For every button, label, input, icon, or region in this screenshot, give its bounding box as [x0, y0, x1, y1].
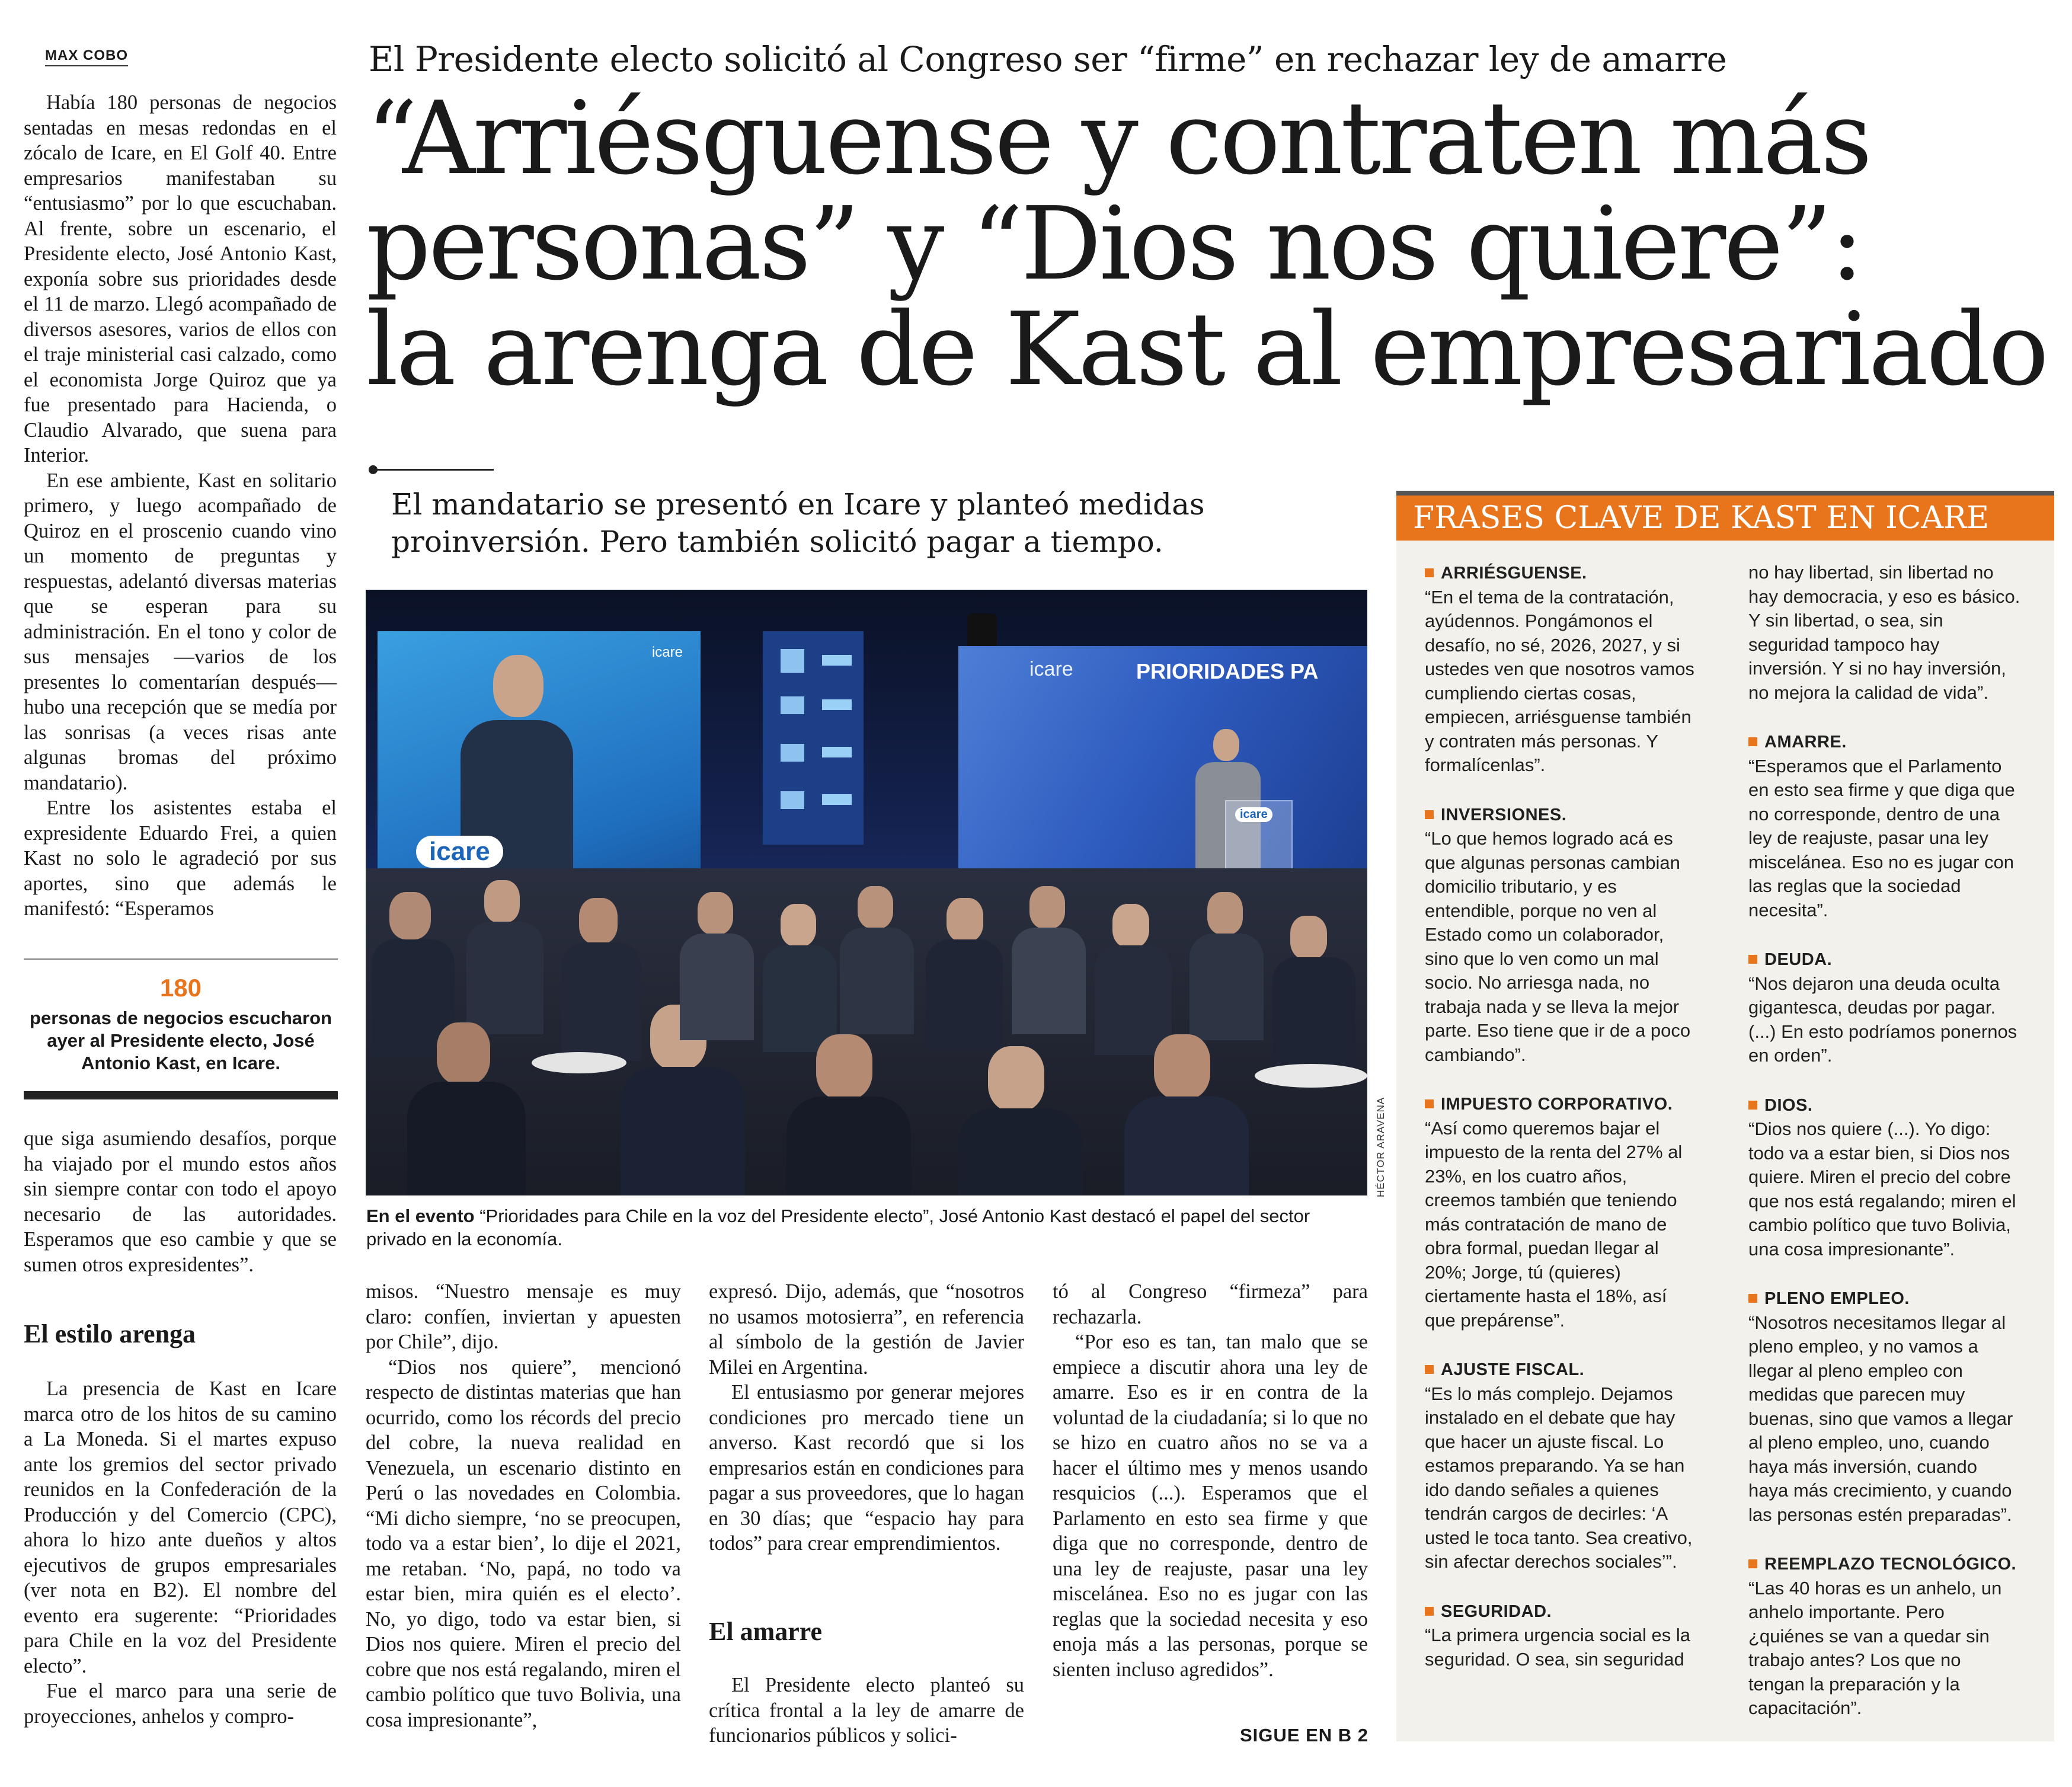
paragraph: Fue el marco para una serie de proyecciones, anhelos y compro- — [24, 1680, 337, 1728]
podium-logo: icare — [1235, 807, 1272, 822]
stat-box — [24, 958, 338, 1099]
key-phrases-box — [1396, 491, 2054, 1741]
phrase-text: “Es lo más complejo. Dejamos instalado en el debate que hay que hacer un ajuste fiscal. Lo estamos preparando. Ya se han ido dando señales a quienes tendrán cargos de decirles: ‘A usted le toca tanto. Sea creativo, sin afectar derechos sociales’”. — [1425, 1383, 1693, 1572]
column-1-top — [24, 90, 337, 922]
phrase-title: DIOS. — [1748, 1096, 1812, 1115]
phrase-title: AJUSTE FISCAL. — [1425, 1360, 1584, 1379]
phrase-item — [1748, 1093, 2021, 1262]
subhead-amarre: El amarre — [709, 1617, 823, 1646]
phrase-item — [1425, 1599, 1697, 1672]
stat-text: personas de negocios escucharon ayer al Presidente electo, José Antonio Kast, en Icare. — [30, 1008, 332, 1073]
deck-line-2: proinversión. Pero también solicitó pagar a tiempo. — [391, 525, 1163, 559]
phrase-continued — [1748, 561, 2021, 705]
box-column-left — [1425, 561, 1697, 1696]
screen-logo-corner: icare — [651, 644, 683, 660]
phrase-text: “Así como queremos bajar el impuesto de la renta del 27% al 23%, en los cuatro años, creemos también que teniendo más contratación de mano de obra formal, puedan llegar al 20%; Jorge, tú (quieres) ciertamente hasta el 18%, así que prepárense”. — [1425, 1117, 1683, 1331]
phrase-text: “Nosotros necesitamos llegar al pleno empleo, y no vamos a llegar al pleno empleo con medidas que parecen muy buenas, sino que vamos a llegar al pleno empleo, uno, cuando haya más inversión, cuando haya más crecimiento, y cuando las personas estén preparadas”. — [1748, 1312, 2013, 1525]
phrase-item — [1748, 1286, 2021, 1527]
paragraph: que siga asumiendo desafíos, porque ha viajado por el mundo estos años sin siempre contar con todo el apoyo necesario de las autoridades. Esperamos que eso cambie y que se sumen otros expresidentes”. — [24, 1127, 337, 1276]
deck-line-1: El mandatario se presentó en Icare y planteó medidas — [391, 487, 1205, 522]
photo-caption — [366, 1204, 1368, 1251]
phrase-item — [1748, 947, 2021, 1068]
box-top-rule — [1396, 491, 2054, 495]
headline-line-3: la arenga de Kast al empresariado — [366, 291, 2047, 408]
phrase-title: REEMPLAZO TECNOLÓGICO. — [1748, 1555, 2016, 1574]
paragraph: El Presidente electo planteó su crítica frontal a la ley de amarre de funcionarios públicos y solici- — [709, 1674, 1024, 1747]
subhead-estilo: El estilo arenga — [24, 1319, 196, 1348]
deck — [391, 486, 1205, 561]
stat-bottom-rule — [24, 1091, 338, 1099]
phrase-item — [1425, 1092, 1697, 1332]
paragraph: “Dios nos quiere”, mencionó respecto de distintas materias que han ocurrido, como los récords del precio del cobre, la nueva realidad en Venezuela, un escenario distinto en Perú o las novedades en Colombia. “Mi dicho siempre, ‘no se preocupen, todo va a estar bien’, lo dije el 2021, me retaban. ‘No, papá, no todo va estar bien, mira quién es el electo’. No, yo digo, todo va estar bien, si Dios nos quiere. Miren el precio del cobre que nos está regalando, miren el cambio político que tuvo Bolivia, una cosa impresionante”, — [366, 1356, 681, 1731]
column-3-amarre — [709, 1673, 1024, 1748]
column-2 — [366, 1279, 681, 1732]
headline-line-2: personas” y “Dios nos quiere”: — [366, 186, 1862, 303]
photo-credit: HÉCTOR ARAVENA — [1375, 1097, 1386, 1197]
paragraph: El entusiasmo por generar mejores condiciones pro mercado tiene un anverso. Kast recordó que si los empresarios están en condiciones para pagar a sus proveedores, que lo hagan en 30 días; que “espacio hay para todos” para crear emprendimientos. — [709, 1381, 1024, 1555]
headline — [366, 80, 2047, 408]
deck-rule — [370, 469, 494, 471]
byline: MAX COBO — [45, 47, 128, 66]
wall-title: PRIORIDADES PA — [1136, 659, 1319, 683]
paragraph: En ese ambiente, Kast en solitario primero, y luego acompañado de Quiroz en el proscenio cuando vino un momento de preguntas y respuestas, adelantó diversas materias que se esperan para su administración. En el tono y color de sus mensajes —varios de los presentes lo comentarían después— hubo una recepción que se medía por las sonrisas (a veces risas ante algunas bromas del próximo mandatario). — [24, 469, 337, 794]
phrase-text: “Dios nos quiere (...). Yo digo: todo va a estar bien, si Dios nos quiere. Miren el precio del cobre que nos está regalando; miren el cambio político que tuvo Bolivia, una cosa impresionante”. — [1748, 1118, 2016, 1259]
phrase-title: DEUDA. — [1748, 950, 1832, 969]
sponsor-panel — [763, 631, 864, 845]
phrase-text: “Las 40 horas es un anhelo, un anhelo importante. Pero ¿quiénes se van a quedar sin trabajo antes? Los que no tengan la preparación y la capacitación”. — [1748, 1577, 2002, 1718]
column-3 — [709, 1279, 1024, 1556]
phrase-text: “Esperamos que el Parlamento en esto sea firme y que diga que no corresponde, dentro de una ley de reajuste, pasar una ley miscelánea. Eso no es jugar con las reglas que la sociedad necesita”. — [1748, 755, 2015, 920]
audience — [366, 868, 1367, 1195]
phrase-text: “Lo que hemos logrado acá es que algunas personas cambian domicilio tributario, y es entendible, porque no ven al Estado como un colaborador, sino que lo ven como un mal socio. No arriesga nada, no trabaja nada y se lleva la mejor parte. Eso tiene que ir de a poco cambiando”. — [1425, 828, 1691, 1065]
column-1-estilo — [24, 1376, 337, 1729]
stage-light — [967, 613, 997, 649]
phrase-text: “En el tema de la contratación, ayúdennos. Pongámonos el desafío, no sé, 2026, 2027, y si ustedes ven que nosotros vamos cumpliendo ciertas cosas, empiecen, arriésguense también y contraten más personas. Y formalícenlas”. — [1425, 586, 1694, 775]
caption-lead: En el evento — [366, 1206, 475, 1226]
paragraph: “Por eso es tan, tan malo que se empiece a discutir ahora una ley de amarre. Eso es ir en contra de la voluntad de la ciudadanía; si lo que no se hizo en cuatro años no se va a hacer el último mes y menos usando resquicios (...). Esperamos que el Parlamento en esto sea firme y que diga que no corresponde, dentro de una ley de reajuste, pasar una ley miscelánea. Eso no es jugar con las reglas que la sociedad necesita y eso enoja más a las personas, porque se sienten incluso agredidos”. — [1053, 1331, 1368, 1681]
phrase-title: INVERSIONES. — [1425, 805, 1566, 824]
wall-logo: icare — [1029, 658, 1073, 680]
phrase-title: SEGURIDAD. — [1425, 1602, 1552, 1621]
phrase-item — [1425, 803, 1697, 1067]
paragraph: Entre los asistentes estaba el expresidente Eduardo Frei, a quien Kast no solo le agradeció por sus aportes, sino que además le manifestó: “Esperamos — [24, 797, 337, 920]
phrase-item — [1425, 1357, 1697, 1574]
phrase-text: “La primera urgencia social es la seguridad. O sea, sin seguridad — [1425, 1625, 1690, 1670]
box-title: FRASES CLAVE DE KAST EN ICARE — [1396, 495, 2054, 541]
stat-number: 180 — [159, 974, 202, 1002]
phrase-title: IMPUESTO CORPORATIVO. — [1425, 1095, 1673, 1114]
paragraph: Había 180 personas de negocios sentadas en mesas redondas en el zócalo de Icare, en El Golf 40. Entre empresarios manifestaban su “entusiasmo” por lo que escuchaban. Al frente, sobre un escenario, el Presidente electo, José Antonio Kast, exponía sobre sus prioridades desde el 11 de marzo. Llegó acompañado de diversos asesores, varios de ellos con el traje ministerial casi calzado, como el economista Jorge Quiroz que ya fue presentado para Hacienda, o Claudio Alvarado, que suena para Interior. — [24, 91, 337, 466]
phrase-item — [1748, 1552, 2021, 1721]
phrase-title: ARRIÉSGUENSE. — [1425, 564, 1587, 583]
box-column-right — [1748, 561, 2021, 1746]
phrase-title: AMARRE. — [1748, 733, 1847, 752]
phrase-text: no hay libertad, sin libertad no hay democracia, y eso es básico. Y sin libertad, o sea, sin seguridad tampoco hay inversión. Y si no hay inversión, no mejora la calidad de vida”. — [1748, 562, 2020, 703]
paragraph: misos. “Nuestro mensaje es muy claro: confíen, inviertan y apuesten por Chile”, dijo. — [366, 1280, 681, 1353]
phrase-title: PLENO EMPLEO. — [1748, 1289, 1910, 1308]
stat-top-rule — [24, 958, 338, 960]
column-4 — [1053, 1279, 1368, 1682]
paragraph: expresó. Dijo, además, que “nosotros no usamos motosierra”, en referencia al símbolo de la gestión de Javier Milei en Argentina. — [709, 1280, 1024, 1379]
paragraph: La presencia de Kast en Icare marca otro de los hitos de su camino a La Moneda. Si el martes expuso ante los gremios del sector privado reunidos en la Confederación de la Producción y del Comercio (CPC), ahora lo hizo ante dueños y altos ejecutivos de grupos empresariales (ver nota en B2). El nombre del evento era sugerente: “Prioridades para Chile en la voz del Presidente electo”. — [24, 1377, 337, 1677]
caption-text: “Prioridades para Chile en la voz del Presidente electo”, José Antonio Kast destacó el papel del sector privado en la economía. — [366, 1206, 1310, 1249]
phrase-item — [1748, 730, 2021, 922]
kicker: El Presidente electo solicitó al Congreso ser “firme” en rechazar ley de amarre — [369, 39, 1727, 79]
paragraph: tó al Congreso “firmeza” para rechazarla. — [1053, 1280, 1368, 1328]
continued-label: SIGUE EN B 2 — [1240, 1725, 1368, 1746]
phrase-item — [1425, 561, 1697, 778]
event-photo — [366, 590, 1367, 1195]
deck-bullet — [369, 465, 378, 474]
screen-logo: icare — [416, 836, 503, 868]
headline-line-1: “Arriésguense y contraten más — [366, 80, 1870, 197]
phrase-text: “Nos dejaron una deuda oculta gigantesca, deudas por pagar. (...) En esto podríamos ponernos en orden”. — [1748, 973, 2017, 1066]
column-1-bottom — [24, 1126, 337, 1277]
